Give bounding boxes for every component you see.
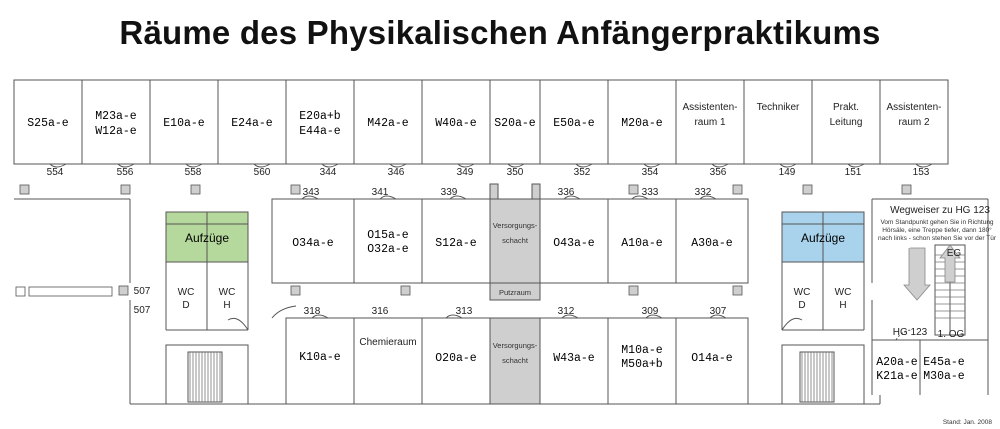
wc-label: WC (793, 287, 811, 298)
top-room-number: 350 (506, 167, 524, 178)
top-room-label: Techniker (756, 102, 800, 113)
corner-room-label: K21a-e (876, 370, 918, 383)
top-room-label: M23a-e (95, 110, 137, 123)
side-room-number: 507 (133, 305, 151, 316)
top-room-number: 349 (456, 167, 474, 178)
lower-room-number: 316 (371, 306, 389, 317)
wc-label: WC (218, 287, 236, 298)
wc-label: D (798, 300, 806, 311)
signpost-text: nach links - schon stehen Sie vor der Tür (877, 235, 997, 242)
lower-room-number: 307 (709, 306, 727, 317)
top-room-number: 560 (253, 167, 271, 178)
middle-room-label: O15a-e (367, 229, 409, 242)
footer-note: Stand: Jan. 2008 (942, 419, 992, 426)
top-room-label: E20a+b (299, 110, 341, 123)
top-room-number: 556 (116, 167, 134, 178)
top-room-label: W12a-e (95, 125, 137, 138)
top-room-label: raum 1 (694, 117, 726, 128)
top-room-number: 354 (641, 167, 659, 178)
top-room-number: 149 (778, 167, 796, 178)
top-room-number: 352 (573, 167, 591, 178)
middle-room-label: O43a-e (553, 237, 595, 250)
lower-room-number: 318 (303, 306, 321, 317)
middle-room-label: O34a-e (292, 237, 334, 250)
top-room-label: raum 2 (898, 117, 930, 128)
top-room-label: M20a-e (621, 117, 663, 130)
top-room-label: S25a-e (27, 117, 69, 130)
top-room-number: 346 (387, 167, 405, 178)
middle-room-label: O32a-e (367, 243, 409, 256)
wc-label: WC (834, 287, 852, 298)
middle-room-number: 339 (440, 187, 458, 198)
left-stairs (190, 352, 220, 402)
side-room-number: 507 (133, 286, 151, 297)
wc-label: D (182, 300, 190, 311)
middle-room-label: S12a-e (435, 237, 477, 250)
shaft-label: schacht (502, 236, 528, 245)
lower-room-label: M50a+b (621, 358, 663, 371)
signpost-og: 1. OG (937, 329, 965, 340)
top-room-label: S20a-e (494, 117, 536, 130)
arrow-route-icon (904, 248, 930, 300)
signpost-title: Wegweiser zu HG 123 (890, 205, 990, 216)
top-room-label: Leitung (829, 117, 863, 128)
lower-room-label: Chemieraum (359, 337, 417, 348)
lower-room-label: W43a-e (553, 352, 595, 365)
middle-room-number: 332 (694, 187, 712, 198)
shaft-label: Versorgungs- (492, 221, 538, 230)
shaft-label: Versorgungs- (492, 341, 538, 350)
top-room-number: 558 (184, 167, 202, 178)
lower-room-number: 309 (641, 306, 659, 317)
shaft-label: schacht (502, 356, 528, 365)
middle-room-number: 333 (641, 187, 659, 198)
top-room-label: W40a-e (435, 117, 477, 130)
wc-label: WC (177, 287, 195, 298)
signpost-eg: EG (946, 248, 962, 259)
lower-room-label: O20a-e (435, 352, 477, 365)
top-room-row (14, 80, 948, 167)
lower-room-number: 313 (455, 306, 473, 317)
top-room-number: 153 (912, 167, 930, 178)
top-room-label: E24a-e (231, 117, 273, 130)
signpost-hg: HG 123 (892, 327, 928, 338)
middle-room-number: 341 (371, 187, 389, 198)
top-room-label: E44a-e (299, 125, 341, 138)
wc-label: H (839, 300, 847, 311)
wc-label: H (223, 300, 231, 311)
middle-room-label: A10a-e (621, 237, 663, 250)
top-room-label: Assistenten- (682, 102, 738, 113)
signpost-text: Vom Standpunkt gehen Sie in Richtung (880, 219, 994, 226)
top-room-label: M42a-e (367, 117, 409, 130)
corner-room-label: A20a-e (876, 356, 918, 369)
right-stairs (802, 352, 832, 402)
corner-room-label: M30a-e (923, 370, 965, 383)
lower-room-label: M10a-e (621, 344, 663, 357)
lower-room-number: 312 (557, 306, 575, 317)
middle-room-label: A30a-e (691, 237, 733, 250)
middle-room-number: 343 (302, 187, 320, 198)
signpost-text: Hörsäle, eine Treppe tiefer, dann 180° (882, 227, 992, 234)
middle-room-number: 336 (557, 187, 575, 198)
top-room-label: E10a-e (163, 117, 205, 130)
top-room-label: Prakt. (832, 102, 860, 113)
top-room-label: Assistenten- (886, 102, 942, 113)
lower-room-label: K10a-e (299, 351, 341, 364)
lower-room-label: O14a-e (691, 352, 733, 365)
top-room-label: E50a-e (553, 117, 595, 130)
elevator-label: Aufzüge (184, 231, 230, 245)
corner-room-label: E45a-e (923, 356, 965, 369)
top-room-number: 344 (319, 167, 337, 178)
putzraum-label: Putzraum (498, 288, 532, 297)
elevator-label: Aufzüge (800, 231, 846, 245)
top-room-number: 151 (844, 167, 862, 178)
top-room-number: 356 (709, 167, 727, 178)
top-room-number: 554 (46, 167, 64, 178)
page-title: Räume des Physikalischen Anfängerpraktikums (119, 14, 881, 51)
